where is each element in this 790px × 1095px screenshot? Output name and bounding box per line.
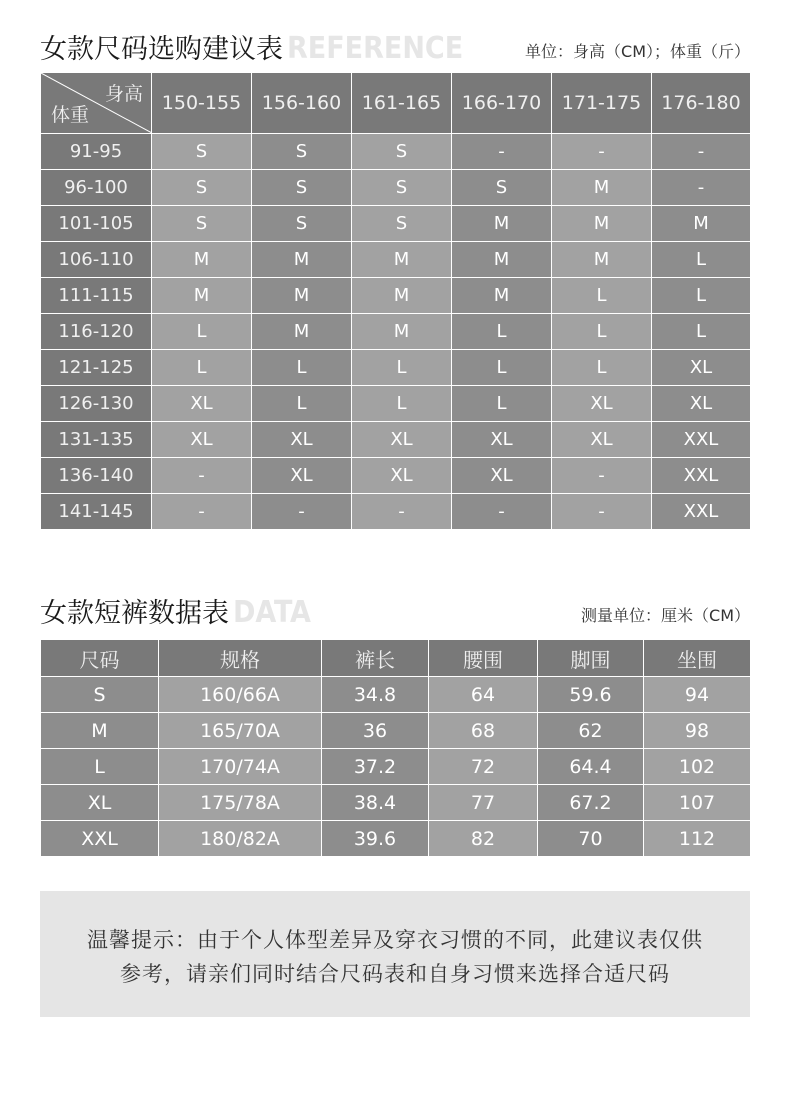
leg-opening-cell: 64.4 (538, 749, 644, 785)
shorts-data-watermark: DATA (233, 595, 311, 630)
size-cell: L (152, 314, 252, 350)
leg-opening-cell: 62 (538, 713, 644, 749)
size-cell: M (452, 206, 552, 242)
size-cell: L (552, 278, 652, 314)
table-row (41, 749, 751, 785)
table-row (41, 386, 751, 422)
weight-range-cell: 111-115 (41, 278, 152, 314)
size-cell: L (252, 350, 352, 386)
table-row (41, 677, 751, 713)
size-cell: S (152, 134, 252, 170)
size-cell: M (352, 242, 452, 278)
size-guide-table (40, 72, 751, 530)
height-range-header: 156-160 (252, 73, 352, 134)
height-range-header: 150-155 (152, 73, 252, 134)
spec-cell: 175/78A (159, 785, 322, 821)
size-cell: - (152, 494, 252, 530)
weight-range-cell: 131-135 (41, 422, 152, 458)
size-cell: XL (652, 350, 751, 386)
size-guide-watermark: REFERENCE (287, 31, 464, 66)
table-row (41, 713, 751, 749)
spec-cell: 160/66A (159, 677, 322, 713)
size-label-cell: M (41, 713, 159, 749)
table-row (41, 242, 751, 278)
size-cell: M (552, 242, 652, 278)
height-range-header: 161-165 (352, 73, 452, 134)
size-cell: - (452, 134, 552, 170)
size-cell: - (352, 494, 452, 530)
weight-range-cell: 126-130 (41, 386, 152, 422)
size-cell: XL (352, 458, 452, 494)
waist-cell: 82 (429, 821, 538, 857)
column-header: 裤长 (322, 640, 429, 677)
table-row (41, 494, 751, 530)
size-cell: L (552, 314, 652, 350)
size-cell: XL (552, 422, 652, 458)
corner-cell (41, 73, 152, 134)
column-header: 腰围 (429, 640, 538, 677)
size-cell: XXL (652, 458, 751, 494)
size-cell: M (652, 206, 751, 242)
size-cell: S (352, 134, 452, 170)
size-label-cell: S (41, 677, 159, 713)
shorts-data-unit: 测量单位：厘米（CM） (581, 606, 750, 625)
tip-line-1: 温馨提示：由于个人体型差异及穿衣习惯的不同，此建议表仅供 (87, 928, 703, 952)
table-row (41, 422, 751, 458)
table-row (41, 314, 751, 350)
shorts-data-table (40, 639, 751, 857)
waist-cell: 64 (429, 677, 538, 713)
size-cell: S (252, 170, 352, 206)
table-row (41, 278, 751, 314)
weight-range-cell: 141-145 (41, 494, 152, 530)
size-cell: XXL (652, 422, 751, 458)
size-cell: M (352, 314, 452, 350)
size-cell: - (552, 494, 652, 530)
size-cell: L (252, 386, 352, 422)
size-cell: S (352, 206, 452, 242)
size-cell: XL (452, 458, 552, 494)
size-cell: L (452, 314, 552, 350)
column-header: 坐围 (644, 640, 751, 677)
table-row (41, 134, 751, 170)
size-cell: XL (152, 422, 252, 458)
size-cell: XL (552, 386, 652, 422)
size-cell: - (652, 170, 751, 206)
size-cell: L (152, 350, 252, 386)
waist-cell: 77 (429, 785, 538, 821)
table-row (41, 206, 751, 242)
size-cell: L (652, 314, 751, 350)
size-label-cell: XL (41, 785, 159, 821)
spec-cell: 180/82A (159, 821, 322, 857)
length-cell: 38.4 (322, 785, 429, 821)
weight-range-cell: 116-120 (41, 314, 152, 350)
spec-cell: 165/70A (159, 713, 322, 749)
hip-cell: 98 (644, 713, 751, 749)
length-cell: 37.2 (322, 749, 429, 785)
waist-cell: 68 (429, 713, 538, 749)
length-cell: 36 (322, 713, 429, 749)
tip-box (40, 891, 750, 1017)
hip-cell: 112 (644, 821, 751, 857)
length-cell: 39.6 (322, 821, 429, 857)
size-cell: M (552, 170, 652, 206)
shorts-data-title (40, 591, 311, 630)
column-header: 脚围 (538, 640, 644, 677)
column-header: 尺码 (41, 640, 159, 677)
column-header: 规格 (159, 640, 322, 677)
size-cell: XL (652, 386, 751, 422)
size-guide-unit: 单位：身高（CM）；体重（斤） (525, 42, 750, 61)
size-cell: M (252, 314, 352, 350)
length-cell: 34.8 (322, 677, 429, 713)
size-cell: - (452, 494, 552, 530)
shorts-header-row (41, 640, 751, 677)
table-row (41, 785, 751, 821)
size-cell: - (152, 458, 252, 494)
size-cell: M (152, 278, 252, 314)
size-cell: M (252, 242, 352, 278)
size-cell: S (152, 206, 252, 242)
tip-line-2: 参考，请亲们同时结合尺码表和自身习惯来选择合适尺码 (120, 962, 670, 986)
size-cell: L (452, 386, 552, 422)
weight-range-cell: 91-95 (41, 134, 152, 170)
size-cell: S (252, 206, 352, 242)
hip-cell: 94 (644, 677, 751, 713)
hip-cell: 107 (644, 785, 751, 821)
size-cell: XL (152, 386, 252, 422)
size-cell: M (452, 278, 552, 314)
size-cell: M (452, 242, 552, 278)
size-cell: XL (452, 422, 552, 458)
leg-opening-cell: 59.6 (538, 677, 644, 713)
size-cell: S (452, 170, 552, 206)
leg-opening-cell: 70 (538, 821, 644, 857)
size-cell: L (652, 242, 751, 278)
height-range-header: 171-175 (552, 73, 652, 134)
height-range-header: 176-180 (652, 73, 751, 134)
size-cell: L (352, 350, 452, 386)
weight-range-cell: 121-125 (41, 350, 152, 386)
size-cell: M (152, 242, 252, 278)
size-cell: M (252, 278, 352, 314)
size-cell: XXL (652, 494, 751, 530)
table-row (41, 170, 751, 206)
size-label-cell: XXL (41, 821, 159, 857)
size-cell: L (552, 350, 652, 386)
size-cell: - (552, 458, 652, 494)
size-cell: XL (252, 458, 352, 494)
table-row (41, 458, 751, 494)
weight-range-cell: 106-110 (41, 242, 152, 278)
size-cell: - (552, 134, 652, 170)
shorts-data-header (40, 586, 750, 630)
size-cell: M (552, 206, 652, 242)
size-guide-title (40, 27, 463, 66)
corner-height-label: 身高 (104, 83, 143, 105)
size-cell: XL (252, 422, 352, 458)
size-cell: XL (352, 422, 452, 458)
corner-weight-label: 体重 (51, 104, 90, 126)
size-cell: L (452, 350, 552, 386)
leg-opening-cell: 67.2 (538, 785, 644, 821)
size-cell: - (652, 134, 751, 170)
size-cell: S (352, 170, 452, 206)
size-cell: S (252, 134, 352, 170)
size-cell: L (352, 386, 452, 422)
size-cell: S (152, 170, 252, 206)
table-row (41, 821, 751, 857)
weight-range-cell: 96-100 (41, 170, 152, 206)
weight-range-cell: 101-105 (41, 206, 152, 242)
shorts-data-title-text: 女款短裤数据表 (40, 598, 229, 629)
size-cell: M (352, 278, 452, 314)
hip-cell: 102 (644, 749, 751, 785)
weight-range-cell: 136-140 (41, 458, 152, 494)
size-guide-header-row (41, 73, 751, 134)
size-guide-header (40, 22, 750, 66)
spec-cell: 170/74A (159, 749, 322, 785)
height-range-header: 166-170 (452, 73, 552, 134)
waist-cell: 72 (429, 749, 538, 785)
size-cell: L (652, 278, 751, 314)
size-guide-title-text: 女款尺码选购建议表 (40, 34, 283, 65)
size-label-cell: L (41, 749, 159, 785)
table-row (41, 350, 751, 386)
size-cell: - (252, 494, 352, 530)
